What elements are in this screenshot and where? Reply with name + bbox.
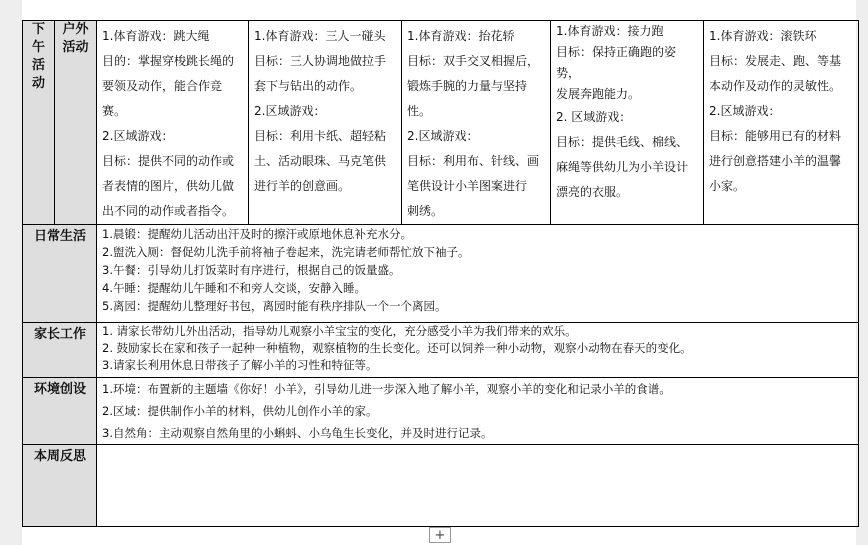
activity-line: 本动作及动作的灵敏性。	[709, 79, 842, 93]
activity-line: 小家。	[709, 179, 746, 193]
parent-line: 2. 鼓励家长在家和孩子一起种一种植物，观察植物的生长变化。还可以饲养一种小动物，观察小动物在春天的变化。	[102, 341, 692, 355]
environment-label-cell	[23, 378, 97, 445]
activity-cell-4[interactable]	[551, 21, 704, 225]
activity-line: 发展奔跑能力。	[556, 87, 641, 101]
activity-line: 2.区域游戏：	[254, 104, 326, 118]
activity-line: 目标：利用布、针线、画	[407, 154, 540, 168]
activity-line: 目的：掌握穿梭跳长绳的	[102, 54, 235, 68]
activity-line: 麻绳等供幼儿为小羊设计	[556, 160, 689, 174]
weekly-plan-table	[22, 20, 859, 527]
activity-line: 2. 区域游戏：	[556, 110, 632, 124]
activity-line: 目标：保持正确跑的姿势，	[556, 45, 677, 80]
activity-line: 2.区域游戏：	[709, 104, 781, 118]
activity-line: 1.体育游戏：滚铁环	[709, 29, 817, 43]
activity-line: 出不同的动作或者指令。	[102, 204, 235, 218]
activity-line: 目标：提供不同的动作或	[102, 154, 235, 168]
reflection-row	[23, 445, 859, 527]
activity-line: 目标：能够用已有的材料	[709, 129, 842, 143]
reflection-label: 本周反思	[34, 449, 87, 464]
add-row-button[interactable]: +	[429, 527, 451, 543]
activity-line: 1.体育游戏：三人一碰头	[254, 29, 386, 43]
daily-life-label: 日常生活	[34, 229, 87, 244]
activity-line: 套下与钻出的动作。	[254, 79, 363, 93]
activity-line: 刺绣。	[407, 204, 444, 218]
daily-life-content[interactable]	[97, 225, 859, 323]
activity-line: 1.体育游戏：抬花轿	[407, 29, 515, 43]
activity-line: 笔供设计小羊图案进行	[407, 179, 528, 193]
parent-work-content[interactable]	[97, 323, 859, 378]
activity-cell-1[interactable]	[97, 21, 249, 225]
activity-line: 进行羊的创意画。	[254, 179, 351, 193]
parent-line: 3.请家长利用休息日带孩子了解小羊的习性和特征等。	[102, 358, 378, 372]
reflection-label-cell	[23, 445, 97, 527]
left-margin-bar	[0, 0, 22, 545]
daily-line: 1.晨锻：提醒幼儿活动出汗及时的擦汗或原地休息补充水分。	[102, 227, 412, 241]
daily-life-row	[23, 225, 859, 323]
sub-label-cell	[55, 21, 97, 225]
environment-label: 环境创设	[34, 382, 87, 397]
activity-line: 性。	[407, 104, 432, 118]
sub-label: 户外活动	[62, 22, 89, 55]
activity-line: 2.区域游戏：	[102, 129, 174, 143]
daily-line: 2.盥洗入厕：督促幼儿洗手前将袖子卷起来，洗完请老师帮忙放下袖子。	[102, 245, 470, 259]
time-label-cell	[23, 21, 55, 225]
daily-line: 4.午睡：提醒幼儿午睡和不和旁人交谈，安静入睡。	[102, 281, 366, 295]
daily-life-label-cell	[23, 225, 97, 323]
time-label: 下午活动	[31, 22, 45, 91]
activity-line: 2.区域游戏：	[407, 129, 479, 143]
activity-cell-3[interactable]	[402, 21, 551, 225]
activity-line: 土、活动眼珠、马克笔供	[254, 154, 387, 168]
environment-line: 2.区域：提供制作小羊的材料，供幼儿创作小羊的家。	[102, 404, 378, 418]
activity-line: 锻炼手腕的力量与坚持	[407, 79, 528, 93]
activity-line: 进行创意搭建小羊的温馨	[709, 154, 842, 168]
parent-work-label: 家长工作	[34, 327, 87, 342]
daily-line: 5.离园：提醒幼儿整理好书包，离园时能有秩序排队一个一个离园。	[102, 299, 447, 313]
parent-line: 1. 请家长带幼儿外出活动，指导幼儿观察小羊宝宝的变化，充分感受小羊为我们带来的欢乐。	[102, 324, 577, 338]
reflection-content[interactable]	[97, 445, 859, 527]
activity-line: 要领及动作，能合作竞赛。	[102, 79, 223, 118]
activity-line: 目标：发展走、跑、等基	[709, 54, 842, 68]
daily-line: 3.午餐：引导幼儿打饭菜时有序进行，根据自己的饭量盛。	[102, 263, 401, 277]
activity-line: 目标：利用卡纸、超轻粘	[254, 129, 387, 143]
parent-work-label-cell	[23, 323, 97, 378]
environment-row	[23, 378, 859, 445]
activity-line: 者表情的图片，供幼儿做	[102, 179, 235, 193]
environment-content[interactable]	[97, 378, 859, 445]
environment-line: 1.环境：布置新的主题墙《你好！小羊》，引导幼儿进一步深入地了解小羊，观察小羊的变化和记录小羊的食谱。	[102, 382, 671, 396]
activity-cell-5[interactable]	[704, 21, 859, 225]
activity-line: 1.体育游戏：跳大绳	[102, 29, 210, 43]
parent-work-row	[23, 323, 859, 378]
activity-line: 目标：双手交叉相握后，	[407, 54, 540, 68]
activity-line: 1.体育游戏：接力跑	[556, 24, 664, 38]
afternoon-activity-row	[23, 21, 859, 225]
activity-line: 漂亮的衣服。	[556, 185, 629, 199]
activity-cell-2[interactable]	[249, 21, 402, 225]
environment-line: 3.自然角：主动观察自然角里的小蝌蚪、小乌龟生长变化，并及时进行记录。	[102, 426, 493, 440]
activity-line: 目标：三人协调地做拉手	[254, 54, 387, 68]
activity-line: 目标：提供毛线、棉线、	[556, 135, 689, 149]
